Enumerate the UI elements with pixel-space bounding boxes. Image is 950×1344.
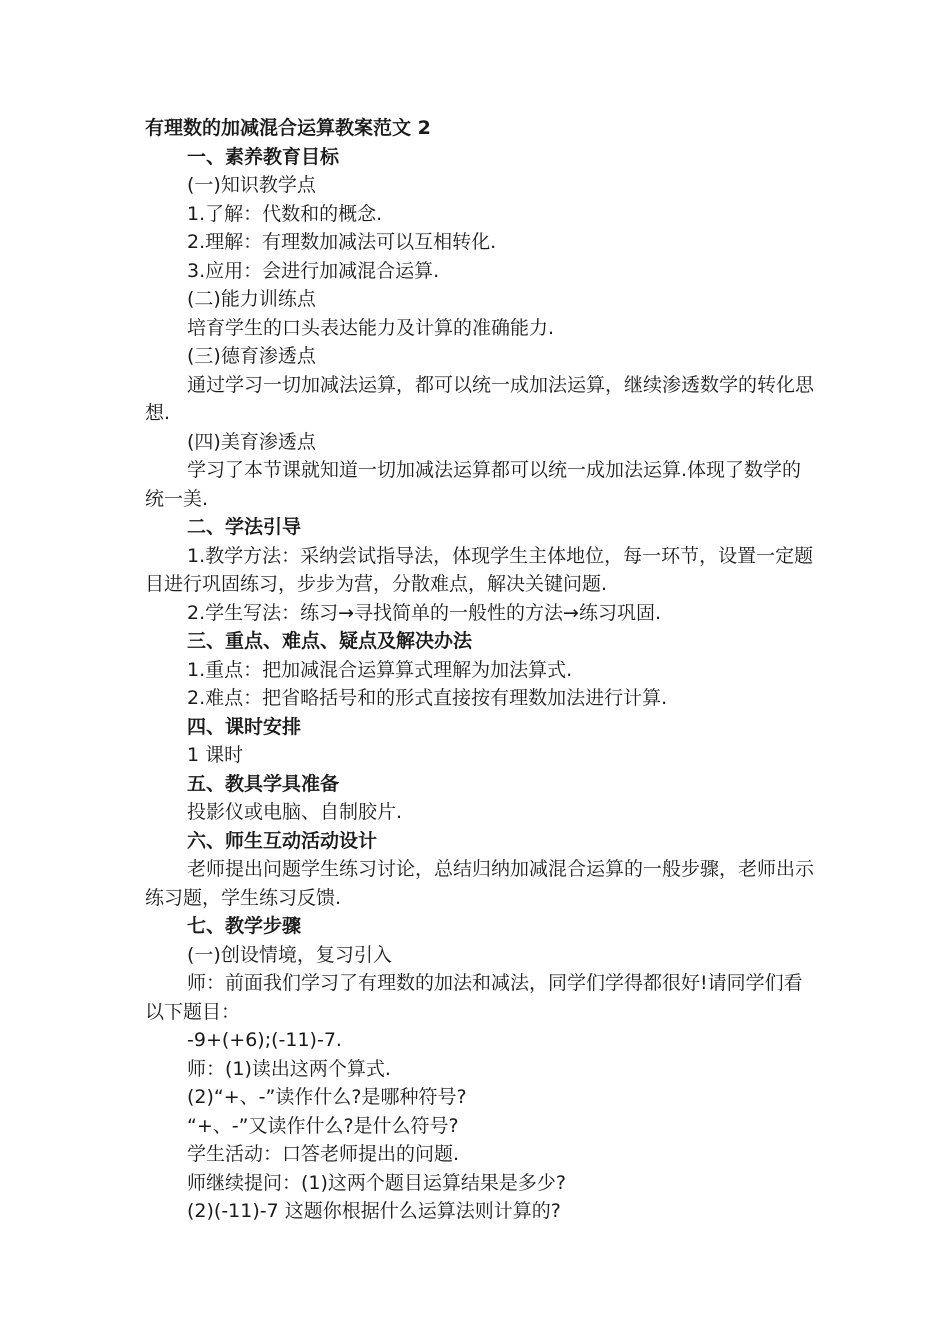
subheading-ability: (二)能力训练点 <box>187 288 316 310</box>
heading-keypoints: 三、重点、难点、疑点及解决办法 <box>187 630 473 652</box>
text-line: 2.难点：把省略括号和的形式直接按有理数加法进行计算. <box>187 687 668 709</box>
text-line: (2)(-11)-7 这题你根据什么运算法则计算的? <box>187 1200 561 1222</box>
text-paragraph: 1.教学方法：采纳尝试指导法，体现学生主体地位，每一环节，设置一定题目进行巩固练习，步步为营，分散难点，解决关键问题. <box>145 544 814 595</box>
subheading-moral: (三)德育渗透点 <box>187 345 316 367</box>
heading-method: 二、学法引导 <box>187 516 302 538</box>
text-line: 师继续提问：(1)这两个题目运算结果是多少? <box>187 1171 566 1194</box>
document-page <box>145 114 815 1226</box>
text-line: (2)“+、-”读作什么?是哪种符号? <box>187 1086 467 1108</box>
text-line: 2.理解：有理数加减法可以互相转化. <box>187 231 497 253</box>
text-line: 2.学生写法：练习→寻找简单的一般性的方法→练习巩固. <box>187 601 662 624</box>
heading-goals: 一、素养教育目标 <box>187 145 340 168</box>
document-title: 有理数的加减混合运算教案范文 2 <box>145 117 431 139</box>
text-line: 师：(1)读出这两个算式. <box>187 1057 391 1080</box>
text-line: 投影仪或电脑、自制胶片. <box>187 801 403 823</box>
text-line: 3.应用：会进行加减混合运算. <box>187 259 440 282</box>
heading-activities: 六、师生互动活动设计 <box>187 829 378 852</box>
text-paragraph: 老师提出问题学生练习讨论，总结归纳加减混合运算的一般步骤，老师出示练习题，学生练习反馈. <box>145 858 815 909</box>
text-line: 培育学生的口头表达能力及计算的准确能力. <box>187 316 555 339</box>
math-expression: -9+(+6);(-11)-7. <box>187 1029 342 1051</box>
heading-materials: 五、教具学具准备 <box>187 772 340 795</box>
text-paragraph: 通过学习一切加减法运算，都可以统一成加法运算，继续渗透数学的转化思想. <box>145 373 815 424</box>
subheading-intro: (一)创设情境，复习引入 <box>187 943 392 966</box>
text-line: 学生活动：口答老师提出的问题. <box>187 1143 460 1165</box>
text-paragraph: 学习了本节课就知道一切加减法运算都可以统一成加法运算.体现了数学的统一美. <box>145 459 802 510</box>
subheading-aesthetic: (四)美育渗透点 <box>187 430 316 453</box>
text-line: 1.重点：把加减混合运算算式理解为加法算式. <box>187 658 573 681</box>
heading-schedule: 四、课时安排 <box>187 715 302 738</box>
text-line: 1.了解：代数和的概念. <box>187 202 383 225</box>
text-paragraph: 师：前面我们学习了有理数的加法和减法，同学们学得都很好!请同学们看以下题目： <box>145 972 803 1023</box>
heading-steps: 七、教学步骤 <box>187 915 302 937</box>
subheading-knowledge: (一)知识教学点 <box>187 174 316 196</box>
text-line: 1 课时 <box>187 744 244 766</box>
text-line: “+、-”又读作什么?是什么符号? <box>187 1114 459 1137</box>
